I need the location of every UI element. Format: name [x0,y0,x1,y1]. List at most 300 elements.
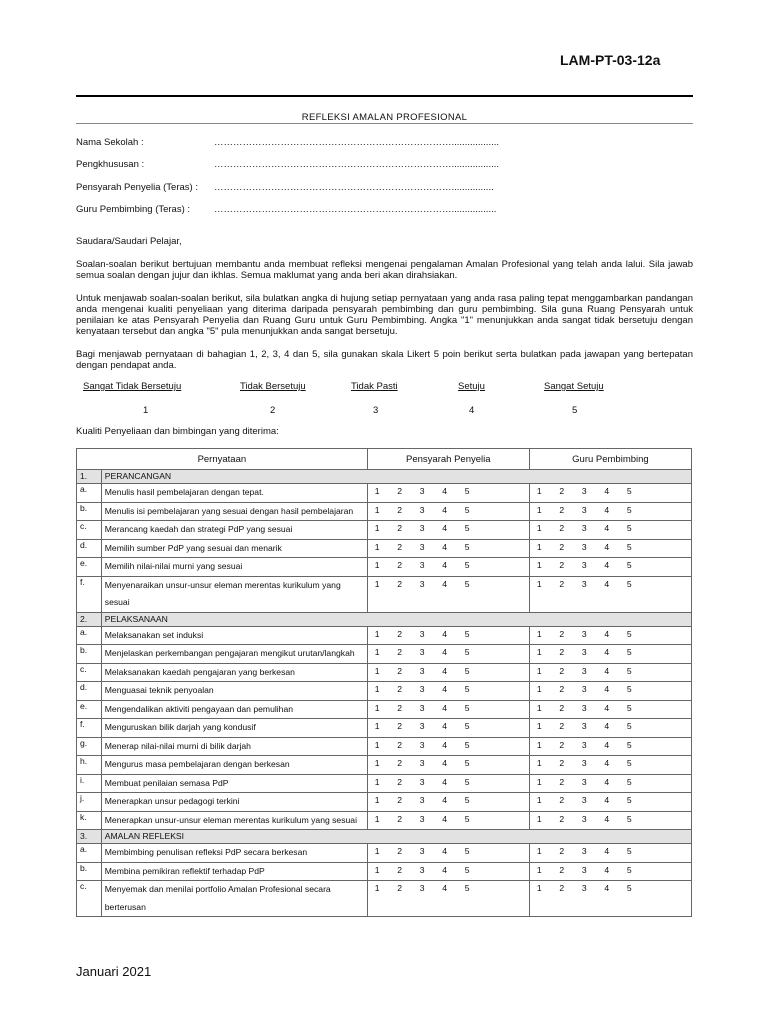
rating-option[interactable]: 1 [374,739,380,750]
rating-option[interactable]: 1 [374,883,380,893]
rating-option[interactable]: 4 [604,523,610,533]
rating-option[interactable]: 4 [442,560,448,570]
rating-option[interactable]: 1 [374,523,380,533]
rating-option[interactable]: 3 [581,504,587,515]
rating-option[interactable]: 3 [581,665,587,676]
rating-option[interactable]: 2 [397,486,403,496]
rating-option[interactable]: 1 [536,758,542,768]
rating-option[interactable]: 3 [581,523,587,533]
rating-option[interactable]: 4 [604,795,610,805]
rating-option[interactable]: 3 [581,721,587,731]
rating-option[interactable]: 3 [581,628,587,639]
rating-option[interactable]: 1 [536,684,542,694]
rating-option[interactable]: 5 [626,739,632,750]
rating-guru [529,881,691,917]
row-statement: Memilih sumber PdP yang sesuai dan menarik [101,539,367,558]
rating-option[interactable]: 2 [397,721,403,731]
rating-scale [533,484,637,496]
rating-option[interactable]: 2 [559,684,565,694]
rating-option[interactable]: 1 [536,578,542,589]
rating-option[interactable]: 5 [626,578,632,589]
rating-option[interactable]: 2 [397,776,403,787]
rating-scale [533,793,637,805]
rating-option[interactable]: 5 [626,758,632,768]
rating-option[interactable]: 4 [442,758,448,768]
row-letter: i. [77,774,102,793]
table-row [77,881,692,917]
rating-option[interactable]: 3 [419,523,425,533]
rating-option[interactable]: 1 [374,560,380,570]
section-row [77,612,692,626]
table-row [77,539,692,558]
rating-option[interactable]: 4 [604,665,610,676]
rating-option[interactable]: 5 [626,846,632,856]
header-pernyataan: Pernyataan [77,449,368,470]
rating-option[interactable]: 3 [581,883,587,893]
rating-option[interactable]: 1 [374,702,380,713]
rating-option[interactable]: 4 [604,560,610,570]
rating-option[interactable]: 5 [626,647,632,657]
rating-option[interactable]: 3 [581,795,587,805]
rating-option[interactable]: 2 [559,846,565,856]
rating-option[interactable]: 5 [626,864,632,875]
rating-option[interactable]: 1 [374,721,380,731]
instruction-paragraph: Untuk menjawab soalan-soalan berikut, sila bulatkan angka di hujung setiap pernyataan yang anda rasa paling tepat menggambarkan pandangan anda mengenai kualiti penyeliaan yang diterima daripada pensyarah pembimbing dan guru pembimbing. Sila guna Ruang Pensyarah untuk penilaian ke atas Pensyarah Penyelia dan Ruang Guru untuk Guru Pembimbing. Angka "1" menunjukkan anda sangat tidak bersetuju dengan kenyataan tersebut dan angka "5" pula menunjukkan anda sangat bersetuju. [76,293,693,337]
rating-pensyarah [367,737,529,756]
row-letter: a. [77,484,102,503]
rating-option[interactable]: 5 [464,846,470,856]
rating-option[interactable]: 5 [464,665,470,676]
rating-option[interactable]: 5 [464,647,470,657]
rating-option[interactable]: 3 [581,776,587,787]
field-dots[interactable]: …………………………………………………………………................. [214,204,497,215]
rating-option[interactable]: 5 [464,739,470,750]
rating-option[interactable]: 2 [397,795,403,805]
rating-option[interactable]: 4 [442,665,448,676]
rating-option[interactable]: 3 [419,883,425,893]
rating-option[interactable]: 5 [464,883,470,893]
rating-option[interactable]: 2 [397,560,403,570]
rating-scale [533,577,637,589]
rating-option[interactable]: 4 [442,883,448,893]
rating-option[interactable]: 4 [604,883,610,893]
rating-option[interactable]: 5 [464,702,470,713]
rating-pensyarah [367,521,529,540]
rating-option[interactable]: 3 [581,541,587,552]
rating-guru [529,626,691,645]
row-statement: Menguasai teknik penyoalan [101,682,367,701]
row-letter: c. [77,521,102,540]
rating-option[interactable]: 1 [536,776,542,787]
rating-pensyarah [367,881,529,917]
rating-scale [533,738,637,750]
rating-option[interactable]: 4 [604,486,610,496]
rating-guru [529,558,691,577]
rating-option[interactable]: 2 [397,541,403,552]
scale-label: Sangat Tidak Bersetuju [83,381,182,392]
rating-option[interactable]: 4 [604,504,610,515]
field-pensyarah-penyelia[interactable] [76,182,494,193]
rating-option[interactable]: 5 [626,541,632,552]
rating-scale [533,881,637,893]
rating-option[interactable]: 4 [442,504,448,515]
rating-option[interactable]: 2 [559,486,565,496]
rating-option[interactable]: 3 [581,758,587,768]
rating-option[interactable]: 1 [536,504,542,515]
rating-option[interactable]: 2 [397,665,403,676]
rating-option[interactable]: 1 [374,813,380,824]
rating-pensyarah [367,811,529,830]
rating-scale [371,627,475,639]
rating-option[interactable]: 3 [419,541,425,552]
field-nama-sekolah[interactable] [76,137,500,148]
rating-option[interactable]: 3 [419,486,425,496]
rating-option[interactable]: 3 [581,739,587,750]
rating-option[interactable]: 2 [397,504,403,515]
row-statement: Menerapkan unsur pedagogi terkini [101,793,367,812]
rating-pensyarah [367,576,529,612]
rating-option[interactable]: 1 [374,776,380,787]
rating-option[interactable]: 1 [536,846,542,856]
rating-option[interactable]: 4 [442,684,448,694]
rating-option[interactable]: 3 [419,647,425,657]
rating-option[interactable]: 5 [464,864,470,875]
rating-option[interactable]: 4 [604,758,610,768]
rating-option[interactable]: 2 [559,721,565,731]
rating-option[interactable]: 2 [559,883,565,893]
rating-scale [371,645,475,657]
field-label: Pengkhususan : [76,159,145,170]
rating-option[interactable]: 2 [559,702,565,713]
rating-option[interactable]: 2 [559,560,565,570]
rating-option[interactable]: 2 [559,739,565,750]
rating-option[interactable]: 3 [419,813,425,824]
rating-scale [533,645,637,657]
rating-option[interactable]: 2 [559,864,565,875]
rating-scale [371,756,475,768]
rating-option[interactable]: 5 [626,684,632,694]
rating-option[interactable]: 3 [419,578,425,589]
rating-option[interactable]: 3 [581,684,587,694]
scale-label: Sangat Setuju [544,381,604,392]
rating-option[interactable]: 5 [626,504,632,515]
row-statement: Membina pemikiran reflektif terhadap PdP [101,862,367,881]
rating-option[interactable]: 3 [419,560,425,570]
rating-option[interactable]: 1 [536,883,542,893]
rating-scale [371,484,475,496]
rating-option[interactable]: 2 [559,813,565,824]
rating-option[interactable]: 1 [536,721,542,731]
rating-option[interactable]: 3 [581,560,587,570]
rating-option[interactable]: 3 [419,739,425,750]
rating-option[interactable]: 4 [604,702,610,713]
rating-option[interactable]: 1 [374,578,380,589]
rating-option[interactable]: 1 [374,864,380,875]
rating-scale [533,812,637,824]
rating-option[interactable]: 3 [581,846,587,856]
rating-option[interactable]: 3 [419,702,425,713]
rating-option[interactable]: 2 [397,883,403,893]
rating-option[interactable]: 1 [536,541,542,552]
rating-option[interactable]: 5 [464,628,470,639]
rating-pensyarah [367,844,529,863]
table-row [77,737,692,756]
rating-scale [371,812,475,824]
rating-option[interactable]: 1 [536,628,542,639]
rating-guru [529,484,691,503]
rating-option[interactable]: 2 [397,523,403,533]
rating-scale [371,738,475,750]
rating-option[interactable]: 4 [604,628,610,639]
rating-option[interactable]: 4 [442,647,448,657]
rating-option[interactable]: 4 [442,628,448,639]
rating-option[interactable]: 2 [559,795,565,805]
rating-option[interactable]: 5 [464,560,470,570]
row-letter: h. [77,756,102,775]
rating-option[interactable]: 1 [536,486,542,496]
rating-option[interactable]: 5 [626,776,632,787]
rating-option[interactable]: 1 [536,702,542,713]
rating-option[interactable]: 1 [374,504,380,515]
section-number: 1. [77,470,102,484]
rating-option[interactable]: 5 [626,883,632,893]
rating-option[interactable]: 1 [536,647,542,657]
rating-option[interactable]: 5 [626,702,632,713]
rating-option[interactable]: 1 [374,795,380,805]
rating-option[interactable]: 2 [397,578,403,589]
rating-option[interactable]: 4 [442,846,448,856]
rating-option[interactable]: 5 [626,486,632,496]
row-letter: f. [77,719,102,738]
field-label: Guru Pembimbing (Teras) : [76,204,191,215]
rating-pensyarah [367,756,529,775]
row-statement: Melaksanakan set induksi [101,626,367,645]
rating-option[interactable]: 3 [419,665,425,676]
rating-option[interactable]: 2 [559,541,565,552]
row-statement: Menguruskan bilik darjah yang kondusif [101,719,367,738]
rating-option[interactable]: 5 [464,486,470,496]
rating-option[interactable]: 3 [419,721,425,731]
likert-paragraph: Bagi menjawab pernyataan di bahagian 1, 2, 3, 4 dan 5, sila gunakan skala Likert 5 poin berikut serta bulatkan pada jawapan yang bertepatan dengan pendapat anda. [76,349,693,371]
rating-option[interactable]: 1 [536,795,542,805]
table-row [77,811,692,830]
rating-option[interactable]: 5 [464,721,470,731]
rating-option[interactable]: 2 [397,758,403,768]
rating-option[interactable]: 2 [559,628,565,639]
scale-number: 1 [143,405,149,416]
rating-option[interactable]: 5 [464,504,470,515]
rating-option[interactable]: 4 [442,721,448,731]
rating-option[interactable]: 5 [464,684,470,694]
rating-option[interactable]: 5 [626,795,632,805]
rating-option[interactable]: 5 [626,628,632,639]
rating-option[interactable]: 1 [536,739,542,750]
rating-option[interactable]: 3 [581,813,587,824]
rating-option[interactable]: 5 [626,560,632,570]
rating-option[interactable]: 4 [442,578,448,589]
rating-pensyarah [367,539,529,558]
rating-option[interactable]: 3 [419,628,425,639]
section-title: PERANCANGAN [101,470,691,484]
row-letter: c. [77,663,102,682]
rating-option[interactable]: 5 [464,578,470,589]
row-statement: Menulis isi pembelajaran yang sesuai dengan hasil pembelajaran [101,502,367,521]
rating-option[interactable]: 4 [442,795,448,805]
rating-option[interactable]: 2 [397,846,403,856]
title-divider [76,123,693,124]
rating-option[interactable]: 3 [419,684,425,694]
rating-option[interactable]: 3 [581,702,587,713]
rating-guru [529,862,691,881]
rating-option[interactable]: 3 [581,486,587,496]
rating-option[interactable]: 3 [419,864,425,875]
rating-option[interactable]: 5 [464,758,470,768]
rating-option[interactable]: 2 [559,578,565,589]
rating-option[interactable]: 4 [604,541,610,552]
rating-scale [533,558,637,570]
rating-option[interactable]: 2 [397,628,403,639]
row-letter: g. [77,737,102,756]
rating-scale [533,719,637,731]
rating-option[interactable]: 5 [464,813,470,824]
rating-option[interactable]: 4 [604,739,610,750]
intro-paragraph: Soalan-soalan berikut bertujuan membantu anda membuat refleksi mengenai pengalaman Amalan Profesional yang telah anda lalui. Sila jawab semua soalan dengan jujur dan ikhlas. Semua maklumat yang anda beri akan dirahsiakan. [76,259,693,281]
rating-option[interactable]: 2 [559,758,565,768]
rating-option[interactable]: 3 [581,578,587,589]
rating-scale [533,775,637,787]
rating-scale [533,521,637,533]
rating-option[interactable]: 2 [559,647,565,657]
field-pengkhususan[interactable] [76,159,500,170]
rating-option[interactable]: 4 [442,776,448,787]
rating-scale [533,503,637,515]
rating-option[interactable]: 2 [397,702,403,713]
scale-number: 5 [572,405,578,416]
rating-option[interactable]: 1 [374,684,380,694]
row-letter: k. [77,811,102,830]
rating-option[interactable]: 4 [442,541,448,552]
rating-option[interactable]: 4 [442,486,448,496]
rating-guru [529,793,691,812]
rating-option[interactable]: 1 [374,665,380,676]
rating-option[interactable]: 5 [464,795,470,805]
row-statement: Mengurus masa pembelajaran dengan berkesan [101,756,367,775]
rating-option[interactable]: 2 [559,504,565,515]
rating-scale [371,701,475,713]
rating-option[interactable]: 5 [626,665,632,676]
rating-option[interactable]: 2 [559,665,565,676]
section-row [77,470,692,484]
rating-option[interactable]: 4 [604,578,610,589]
table-row [77,663,692,682]
form-code: LAM-PT-03-12a [560,52,661,68]
rating-option[interactable]: 4 [604,864,610,875]
rating-option[interactable]: 1 [374,486,380,496]
rating-option[interactable]: 1 [374,541,380,552]
rating-option[interactable]: 5 [464,523,470,533]
rating-option[interactable]: 5 [626,523,632,533]
rating-option[interactable]: 5 [626,721,632,731]
rating-option[interactable]: 2 [397,684,403,694]
rating-option[interactable]: 1 [374,647,380,657]
header-divider [76,95,693,97]
rating-option[interactable]: 1 [536,560,542,570]
rating-option[interactable]: 4 [604,684,610,694]
field-dots[interactable]: ………………………………………………………………….................. [214,159,500,170]
rating-pensyarah [367,862,529,881]
row-letter: e. [77,558,102,577]
row-letter: d. [77,682,102,701]
section-number: 2. [77,612,102,626]
rating-option[interactable]: 2 [397,864,403,875]
rating-option[interactable]: 3 [419,758,425,768]
table-row [77,484,692,503]
row-statement: Menerapkan unsur-unsur eleman merentas kurikulum yang sesuai [101,811,367,830]
rating-option[interactable]: 3 [419,846,425,856]
rating-option[interactable]: 1 [536,813,542,824]
rating-option[interactable]: 2 [397,647,403,657]
rating-option[interactable]: 3 [581,864,587,875]
rating-scale [371,577,475,589]
rating-guru [529,756,691,775]
field-dots[interactable]: …………………………………………………………………................ [214,182,494,193]
rating-option[interactable]: 4 [442,813,448,824]
row-statement: Menjelaskan perkembangan pengajaran mengikut urutan/langkah [101,645,367,664]
rating-option[interactable]: 4 [604,813,610,824]
rating-scale [371,863,475,875]
rating-option[interactable]: 1 [374,758,380,768]
section-title: PELAKSANAAN [101,612,691,626]
rating-option[interactable]: 4 [442,702,448,713]
rating-option[interactable]: 3 [419,504,425,515]
rating-pensyarah [367,502,529,521]
rating-option[interactable]: 1 [536,864,542,875]
rating-option[interactable]: 4 [604,647,610,657]
rating-pensyarah [367,774,529,793]
table-row [77,626,692,645]
rating-option[interactable]: 5 [464,541,470,552]
rating-option[interactable]: 4 [604,776,610,787]
field-dots[interactable]: ………………………………………………………………….................. [214,137,500,148]
rating-option[interactable]: 1 [536,523,542,533]
table-row [77,576,692,612]
scale-number: 4 [469,405,475,416]
rating-option[interactable]: 1 [536,665,542,676]
rating-option[interactable]: 3 [419,776,425,787]
rating-option[interactable]: 4 [442,739,448,750]
rating-option[interactable]: 2 [397,813,403,824]
rating-option[interactable]: 4 [442,523,448,533]
field-guru-pembimbing[interactable] [76,204,497,215]
rating-option[interactable]: 5 [464,776,470,787]
row-letter: b. [77,645,102,664]
rating-option[interactable]: 1 [374,628,380,639]
rating-option[interactable]: 2 [559,523,565,533]
rating-option[interactable]: 3 [581,647,587,657]
rating-scale [371,844,475,856]
rating-option[interactable]: 4 [604,721,610,731]
rating-option[interactable]: 4 [442,864,448,875]
row-statement: Membuat penilaian semasa PdP [101,774,367,793]
rating-option[interactable]: 4 [604,846,610,856]
row-letter: j. [77,793,102,812]
rating-option[interactable]: 1 [374,846,380,856]
table-row [77,862,692,881]
rating-option[interactable]: 2 [397,739,403,750]
rating-option[interactable]: 3 [419,795,425,805]
rating-option[interactable]: 5 [626,813,632,824]
rating-option[interactable]: 2 [559,776,565,787]
